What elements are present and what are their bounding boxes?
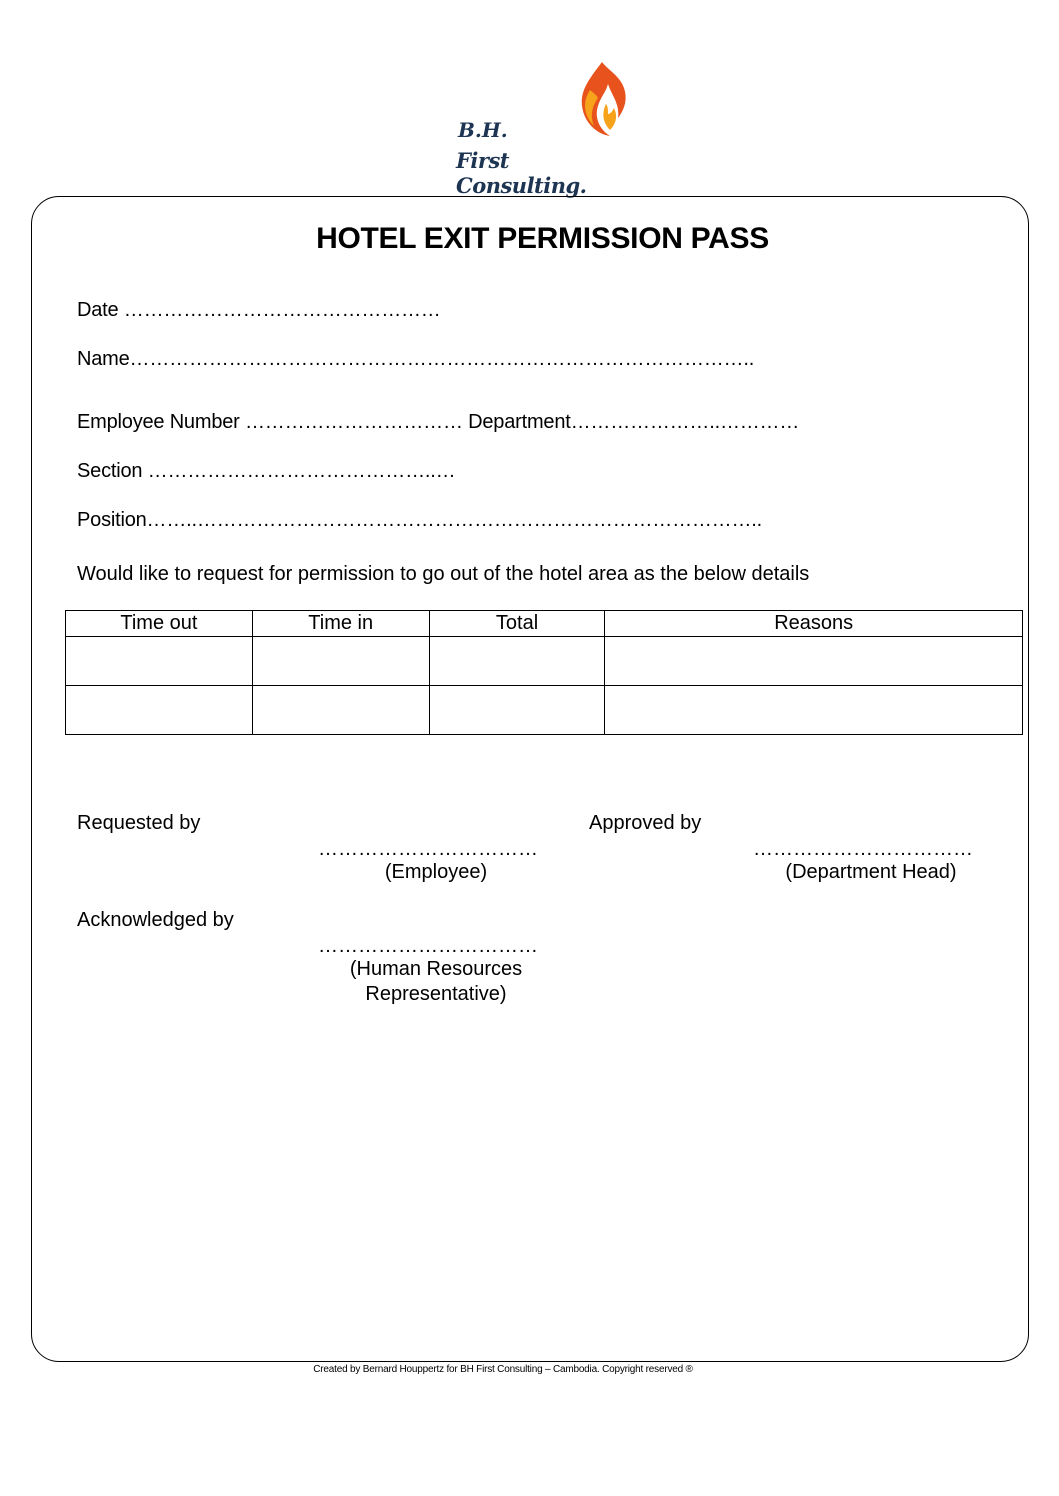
header-reasons: Reasons (605, 611, 1023, 637)
cell-time-in[interactable] (252, 686, 429, 735)
logo-line-2: First Consulting. (456, 148, 587, 198)
section-field[interactable]: Section ……………………………………..… (77, 460, 456, 482)
date-field[interactable]: Date ………………………………………… (77, 299, 441, 321)
cell-reasons[interactable] (605, 637, 1023, 686)
department-head-caption: (Department Head) (785, 861, 957, 883)
cell-reasons[interactable] (605, 686, 1023, 735)
employee-caption: (Employee) (384, 861, 488, 883)
table-row (66, 686, 1023, 735)
request-intro-text: Would like to request for permission to go out of the hotel area as the below details (77, 563, 810, 585)
cell-time-out[interactable] (66, 637, 253, 686)
employee-number-department-field[interactable]: Employee Number …………………………… Department…………………..………… (77, 411, 800, 433)
header-time-in: Time in (252, 611, 429, 637)
name-field[interactable]: Name………………………………………………………………………………….. (77, 348, 755, 370)
hr-caption-line-1: (Human Resources (349, 958, 523, 980)
form-title: HOTEL EXIT PERMISSION PASS (316, 222, 769, 255)
header-total: Total (429, 611, 605, 637)
employee-signature-line[interactable]: …………………………… (318, 838, 538, 860)
table-row (66, 637, 1023, 686)
department-head-signature-line[interactable]: …………………………… (753, 838, 973, 860)
cell-total[interactable] (429, 637, 605, 686)
acknowledged-by-label: Acknowledged by (77, 909, 234, 931)
header-time-out: Time out (66, 611, 253, 637)
cell-total[interactable] (429, 686, 605, 735)
time-table (65, 610, 1023, 735)
hr-caption-line-2: Representative) (365, 983, 507, 1005)
copyright-footer: Created by Bernard Houppertz for BH First Consulting – Cambodia. Copyright reserved ® (313, 1364, 693, 1375)
hr-signature-line[interactable]: …………………………… (318, 935, 538, 957)
cell-time-in[interactable] (252, 637, 429, 686)
table-header-row (66, 611, 1023, 637)
company-logo (452, 60, 642, 198)
approved-by-label: Approved by (589, 812, 702, 834)
position-field[interactable]: Position……..………………………………………………………………………….. (77, 509, 762, 531)
logo-line-1: B.H. (458, 118, 508, 142)
cell-time-out[interactable] (66, 686, 253, 735)
requested-by-label: Requested by (77, 812, 201, 834)
flame-icon (572, 60, 632, 140)
